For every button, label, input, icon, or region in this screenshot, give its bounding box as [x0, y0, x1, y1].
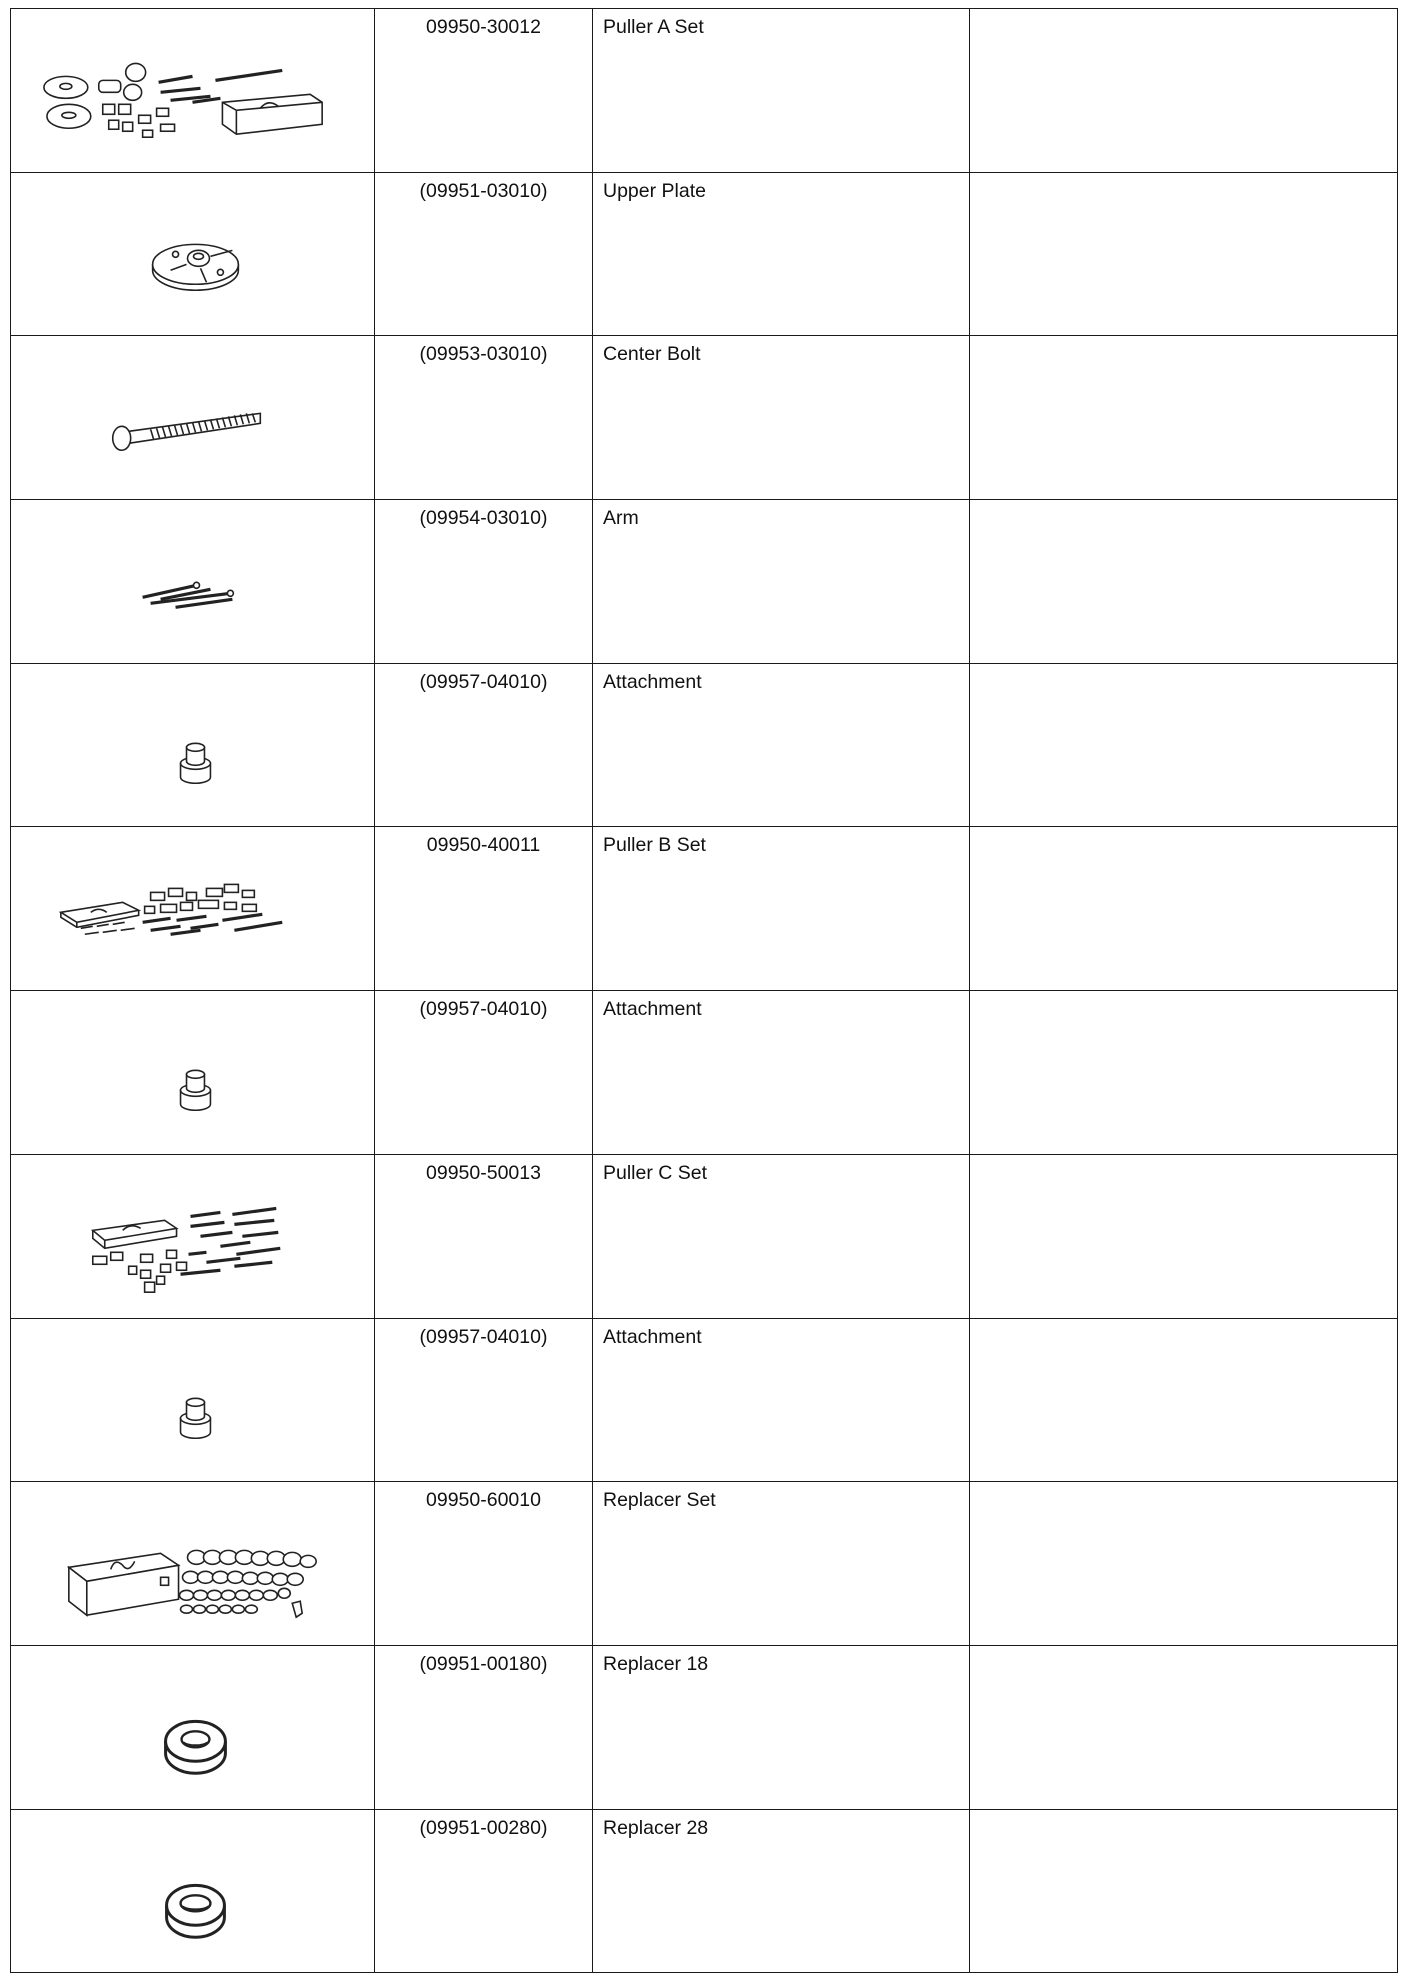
- illustration-cell: [11, 336, 375, 500]
- part-name: Puller B Set: [593, 827, 970, 991]
- note-cell: [970, 1645, 1398, 1809]
- part-name: Replacer Set: [593, 1482, 970, 1646]
- illustration-cell: [11, 1482, 375, 1646]
- part-name: Attachment: [593, 1318, 970, 1482]
- part-name: Puller A Set: [593, 9, 970, 173]
- note-cell: [970, 1154, 1398, 1318]
- table-row: [11, 336, 1398, 500]
- part-number: 09950-50013: [375, 1154, 593, 1318]
- note-cell: [970, 500, 1398, 664]
- part-number: (09957-04010): [375, 991, 593, 1155]
- puller-set-icon: [11, 827, 374, 990]
- part-number: (09957-04010): [375, 1318, 593, 1482]
- part-number: (09951-00180): [375, 1645, 593, 1809]
- part-number: (09957-04010): [375, 663, 593, 827]
- table-row: [11, 1809, 1398, 1973]
- table-row: [11, 827, 1398, 991]
- upper-plate-icon: [11, 173, 374, 336]
- sst-table: [10, 8, 1398, 1973]
- part-name: Attachment: [593, 663, 970, 827]
- part-number: (09951-00280): [375, 1809, 593, 1973]
- note-cell: [970, 336, 1398, 500]
- replacer-icon: [11, 1810, 374, 1973]
- attachment-icon: [11, 1319, 374, 1482]
- note-cell: [970, 1809, 1398, 1973]
- illustration-cell: [11, 663, 375, 827]
- table-row: [11, 1645, 1398, 1809]
- attachment-icon: [11, 664, 374, 827]
- part-name: Arm: [593, 500, 970, 664]
- illustration-cell: [11, 1645, 375, 1809]
- part-number: (09951-03010): [375, 172, 593, 336]
- note-cell: [970, 1318, 1398, 1482]
- part-number: 09950-60010: [375, 1482, 593, 1646]
- part-number: 09950-30012: [375, 9, 593, 173]
- illustration-cell: [11, 991, 375, 1155]
- illustration-cell: [11, 500, 375, 664]
- part-name: Puller C Set: [593, 1154, 970, 1318]
- illustration-cell: [11, 1809, 375, 1973]
- illustration-cell: [11, 9, 375, 173]
- puller-set-icon: [11, 1155, 374, 1318]
- note-cell: [970, 827, 1398, 991]
- table-row: [11, 1482, 1398, 1646]
- puller-set-icon: [11, 9, 374, 172]
- replacer-icon: [11, 1646, 374, 1809]
- part-number: 09950-40011: [375, 827, 593, 991]
- table-row: [11, 9, 1398, 173]
- part-number: (09954-03010): [375, 500, 593, 664]
- illustration-cell: [11, 1154, 375, 1318]
- table-row: [11, 1154, 1398, 1318]
- note-cell: [970, 172, 1398, 336]
- note-cell: [970, 9, 1398, 173]
- part-name: Replacer 18: [593, 1645, 970, 1809]
- table-row: [11, 500, 1398, 664]
- table-row: [11, 991, 1398, 1155]
- part-name: Attachment: [593, 991, 970, 1155]
- table-row: [11, 172, 1398, 336]
- table-row: [11, 1318, 1398, 1482]
- replacer-set-icon: [11, 1482, 374, 1645]
- attachment-icon: [11, 991, 374, 1154]
- illustration-cell: [11, 172, 375, 336]
- part-name: Center Bolt: [593, 336, 970, 500]
- note-cell: [970, 1482, 1398, 1646]
- arm-icon: [11, 500, 374, 663]
- illustration-cell: [11, 827, 375, 991]
- part-name: Replacer 28: [593, 1809, 970, 1973]
- center-bolt-icon: [11, 336, 374, 499]
- note-cell: [970, 663, 1398, 827]
- note-cell: [970, 991, 1398, 1155]
- illustration-cell: [11, 1318, 375, 1482]
- part-number: (09953-03010): [375, 336, 593, 500]
- part-name: Upper Plate: [593, 172, 970, 336]
- table-row: [11, 663, 1398, 827]
